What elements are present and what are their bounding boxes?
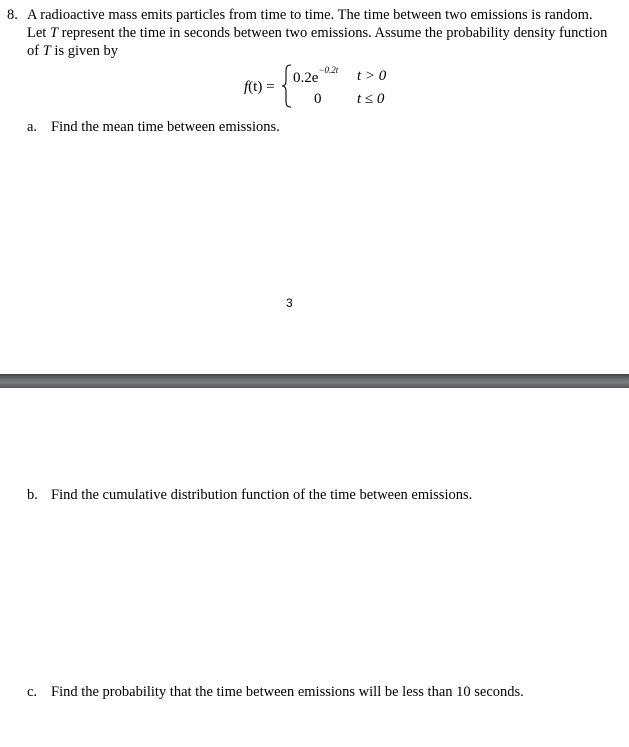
part-a-label: a. [27, 119, 38, 135]
pdf-formula [0, 60, 629, 115]
part-b-text: Find the cumulative distribution function of the time between emissions. [51, 487, 473, 503]
case2-value: 0 [314, 91, 322, 107]
problem-line-2 [27, 24, 607, 42]
case1-exponent: −0.2t [318, 65, 339, 75]
line2-post: represent the time in seconds between two emissions. Assume the probability density function [58, 25, 608, 41]
problem-line-3 [27, 42, 118, 60]
line3-post: is given by [50, 43, 119, 59]
problem-number: 8. [7, 7, 18, 23]
part-b-label: b. [27, 487, 38, 503]
line2-pre: Let [27, 25, 50, 41]
part-c-text: Find the probability that the time between emissions will be less than 10 seconds. [51, 684, 524, 700]
problem-line-1: A radioactive mass emits particles from time to time. The time between two emissions is random. [27, 7, 593, 23]
formula-lhs [244, 79, 275, 96]
line3-pre: of [27, 43, 43, 59]
variable-T: T [49, 25, 59, 41]
left-brace-icon [281, 64, 293, 108]
formula-lhs-arg: (t) = [248, 79, 275, 95]
page-divider [0, 374, 629, 388]
case2-condition: t ≤ 0 [357, 91, 385, 107]
case1-coef: 0.2e [293, 70, 319, 86]
page-number: 3 [286, 296, 293, 310]
formula-lhs-f: f [244, 79, 249, 95]
part-a-text: Find the mean time between emissions. [51, 119, 280, 135]
case1-value [293, 65, 339, 87]
variable-T: T [42, 43, 51, 59]
case1-condition: t > 0 [357, 68, 387, 84]
part-c-label: c. [27, 684, 38, 700]
